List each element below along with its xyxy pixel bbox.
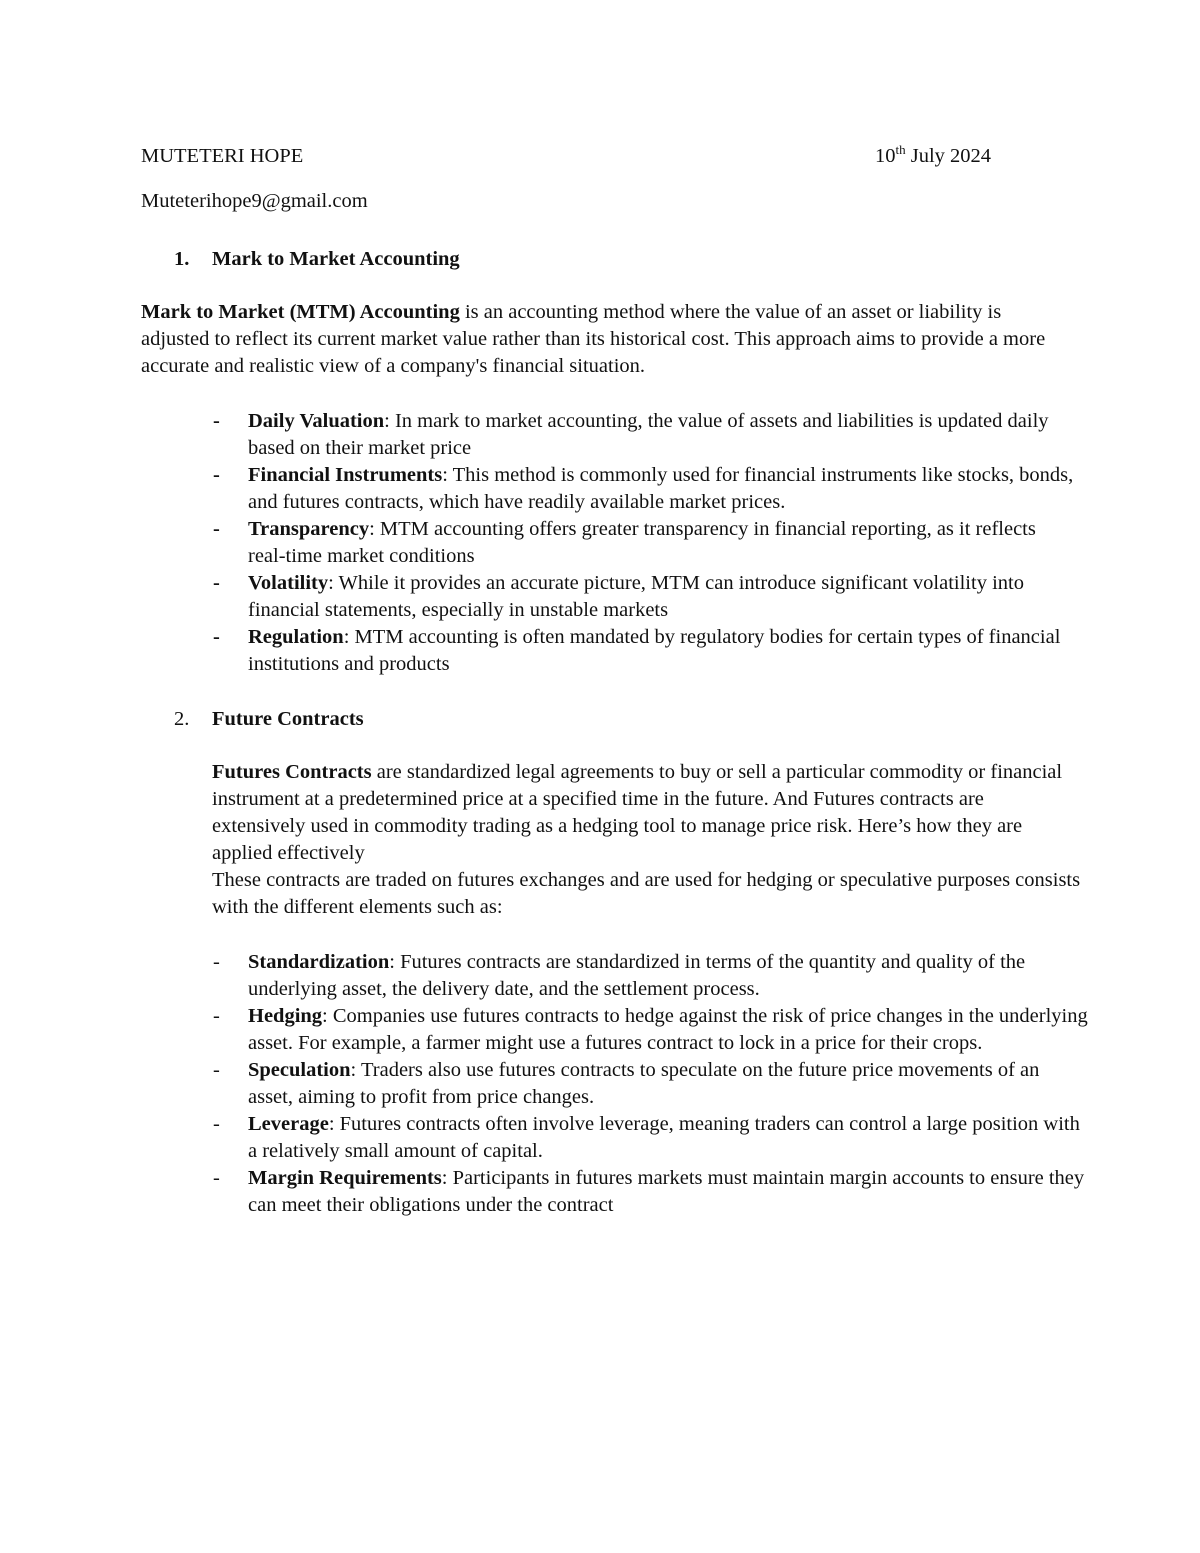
list-item [213, 1165, 1088, 1219]
date-month-year: July 2024 [905, 145, 992, 167]
list-item-text: : Futures contracts often involve leverage, meaning traders can control a large position with a relatively small amount of capital. [248, 1113, 1080, 1162]
author-email: Muteterihope9@gmail.com [141, 190, 368, 212]
section-1-number: 1. [174, 248, 190, 270]
list-item-text: : This method is commonly used for financial instruments like stocks, bonds, and futures contracts, which have readily available market prices. [248, 464, 1074, 513]
date-day: 10 [875, 145, 896, 167]
section-2-intro-text: are standardized legal agreements to buy or sell a particular commodity or financial instrument at a predetermined price at a specified time in the future. And Futures contracts are extensively used in commodity trading as a hedging tool to manage price risk. Here’s how they are applied effectively [212, 761, 1063, 864]
section-1-list [213, 408, 1078, 678]
section-2-intro-paragraph [212, 759, 1082, 867]
list-item [213, 570, 1078, 624]
section-2-title: Future Contracts [212, 708, 364, 730]
list-item [213, 516, 1078, 570]
list-item-term: Transparency [248, 518, 370, 540]
list-item-text: : MTM accounting offers greater transparency in financial reporting, as it reflects real-time market conditions [248, 518, 1036, 567]
list-item-text: : In mark to market accounting, the value of assets and liabilities is updated daily based on their market price [248, 410, 1049, 459]
section-1-title: Mark to Market Accounting [212, 248, 460, 270]
bullet-marker: - [213, 626, 220, 648]
list-item-term: Volatility [248, 572, 329, 594]
section-1-intro-text: is an accounting method where the value of an asset or liability is adjusted to reflect its current market value rather than its historical cost. This approach aims to provide a more accurate and realistic view of a company's financial situation. [141, 301, 1046, 377]
bullet-marker: - [213, 1005, 220, 1027]
list-item-text: : Companies use futures contracts to hedge against the risk of price changes in the underlying asset. For example, a farmer might use a futures contract to lock in a price for their crops. [248, 1005, 1088, 1054]
list-item-text: : Traders also use futures contracts to speculate on the future price movements of an asset, aiming to profit from price changes. [248, 1059, 1040, 1108]
section-2-list [213, 949, 1088, 1219]
list-item-term: Regulation [248, 626, 344, 648]
list-item [213, 408, 1078, 462]
bullet-marker: - [213, 572, 220, 594]
section-1-intro [141, 299, 1071, 380]
bullet-marker: - [213, 1113, 220, 1135]
bullet-marker: - [213, 1167, 220, 1189]
bullet-marker: - [213, 464, 220, 486]
list-item [213, 1111, 1088, 1165]
list-item [213, 949, 1088, 1003]
list-item [213, 1057, 1088, 1111]
section-2-intro-paragraph-2: These contracts are traded on futures exchanges and are used for hedging or speculative purposes consists with the different elements such as: [212, 869, 1081, 918]
list-item-term: Financial Instruments [248, 464, 443, 486]
list-item-term: Margin Requirements [248, 1167, 442, 1189]
bullet-marker: - [213, 410, 220, 432]
section-2-intro-term: Futures Contracts [212, 761, 372, 783]
section-1-intro-term: Mark to Market (MTM) Accounting [141, 301, 460, 323]
section-2-number: 2. [174, 708, 190, 730]
document-date [875, 143, 991, 170]
bullet-marker: - [213, 951, 220, 973]
list-item-text: : MTM accounting is often mandated by regulatory bodies for certain types of financial institutions and products [248, 626, 1061, 675]
section-2-intro [212, 759, 1082, 921]
list-item [213, 624, 1078, 678]
list-item-term: Leverage [248, 1113, 329, 1135]
list-item-text: : Futures contracts are standardized in terms of the quantity and quality of the underlying asset, the delivery date, and the settlement process. [248, 951, 1026, 1000]
bullet-marker: - [213, 518, 220, 540]
list-item-term: Speculation [248, 1059, 351, 1081]
list-item-term: Daily Valuation [248, 410, 385, 432]
list-item [213, 1003, 1088, 1057]
list-item-term: Hedging [248, 1005, 323, 1027]
list-item-term: Standardization [248, 951, 390, 973]
date-suffix: th [895, 142, 906, 157]
bullet-marker: - [213, 1059, 220, 1081]
list-item-text: : While it provides an accurate picture, MTM can introduce significant volatility into financial statements, especially in unstable markets [248, 572, 1024, 621]
author-name: MUTETERI HOPE [141, 145, 304, 167]
list-item-text: : Participants in futures markets must maintain margin accounts to ensure they can meet their obligations under the contract [248, 1167, 1085, 1216]
list-item [213, 462, 1078, 516]
